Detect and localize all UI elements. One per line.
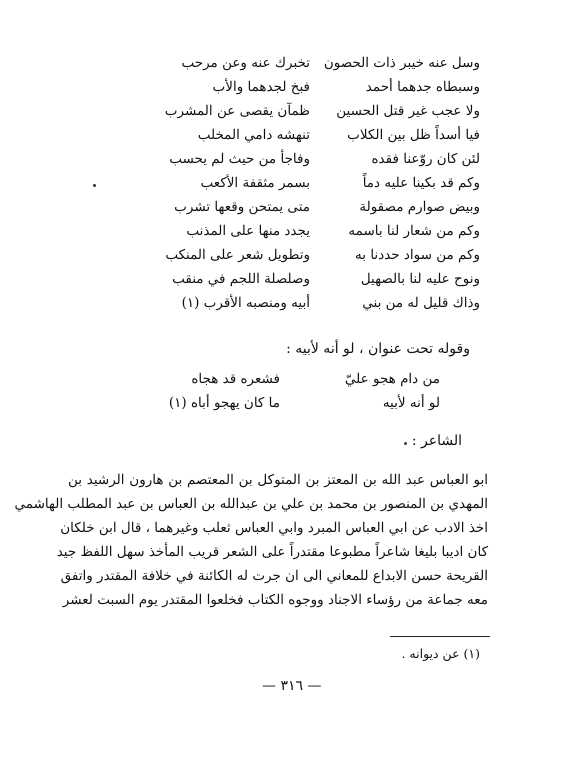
poem-hemistich-first: وبيض صوارم مصقولة [359, 199, 480, 215]
poem-hemistich-first: ولا عجب غير قتل الحسين [336, 103, 480, 119]
poem-hemistich-second: تخبرك عنه وعن مرحب [181, 55, 310, 71]
poem-line [145, 148, 480, 170]
poem-line [145, 124, 480, 146]
footnote-divider [390, 636, 490, 637]
poem-hemistich-second: أبيه ومنصبه الأقرب (١) [181, 295, 310, 311]
quote-hemistich-second: ما كان يهجو أباه (١) [168, 395, 280, 411]
quote-intro: وقوله تحت عنوان ، لو أنه لأبيه : [286, 341, 470, 357]
quote-line [150, 392, 440, 414]
prose-line: اخذ الادب عن ابي العباس المبرد وابي العباس ثعلب وغيرهما ، قال ابن خلكان [60, 520, 488, 536]
quote-hemistich-first: من دام هجو عليّ [344, 371, 440, 387]
poem-hemistich-second: وصلصلة اللجم في منقب [172, 271, 310, 287]
quote-hemistich-second: فشعره قد هجاه [191, 371, 280, 387]
poem-line [145, 268, 480, 290]
poem-hemistich-second: ظمآن يقصى عن المشرب [164, 103, 310, 119]
prose-line: القريحة حسن الابداع للمعاني الى ان جرت له الكائنة في خلافة المقتدر واتفق [60, 568, 488, 584]
section-title: الشاعر : [411, 433, 462, 449]
poem-hemistich-second: يجدد منها على المذنب [186, 223, 310, 239]
ink-speck [93, 184, 96, 187]
quote-line [150, 368, 440, 390]
poem-line [145, 76, 480, 98]
poem-hemistich-second: فبخ لجدهما والأب [212, 79, 310, 95]
ink-speck [404, 442, 407, 445]
poem-line [145, 100, 480, 122]
poem-hemistich-first: وذاك قليل له من بني [362, 295, 480, 311]
poem-line [145, 244, 480, 266]
poem-hemistich-second: وتطويل شعر على المنكب [165, 247, 310, 263]
poem-hemistich-second: وفاجأ من حيث لم يحسب [169, 151, 310, 167]
poem-hemistich-first: وسبطاه جدهما أحمد [365, 79, 480, 95]
poem-hemistich-second: تنهشه دامي المخلب [197, 127, 310, 143]
poem-line [145, 292, 480, 314]
prose-line: معه جماعة من رؤساء الاجناد ووجوه الكتاب فخلعوا المقتدر يوم السبت لعشر [62, 592, 488, 608]
poem-line [145, 220, 480, 242]
poem-line [145, 52, 480, 74]
poem-hemistich-first: وكم قد بكينا عليه دماً [362, 175, 480, 191]
prose-line: كان اديبا بليغا شاعراً مطبوعا مقتدراً على الشعر قريب المأخذ سهل اللفظ جيد [56, 544, 488, 560]
poem-hemistich-first: لئن كان روّعنا فقده [371, 151, 480, 167]
poem-hemistich-first: ونوح عليه لنا بالصهيل [360, 271, 480, 287]
poem-line [145, 196, 480, 218]
prose-line: ابو العباس عبد الله بن المعتز بن المتوكل بن المعتصم بن هارون الرشيد بن [68, 472, 488, 488]
poem-hemistich-second: بسمر مثقفة الأكعب [200, 175, 310, 191]
poem-hemistich-first: وسل عنه خيبر ذات الحصون [323, 55, 480, 71]
poem-hemistich-second: متى يمتحن وقعها تشرب [174, 199, 310, 215]
poem-line [145, 172, 480, 194]
poem-hemistich-first: فيا أسداً ظل بين الكلاب [347, 127, 480, 143]
poem-hemistich-first: وكم من سواد حددنا به [355, 247, 480, 263]
prose-line: المهدي بن المنصور بن محمد بن علي بن عبدالله بن العباس بن عبد المطلب الهاشمي [14, 496, 488, 512]
poem-hemistich-first: وكم من شعار لنا باسمه [348, 223, 480, 239]
page-number: — ٣١٦ — [262, 678, 322, 694]
quote-hemistich-first: لو أنه لأبيه [382, 395, 440, 411]
footnote: (١) عن ديوانه . [401, 646, 480, 661]
